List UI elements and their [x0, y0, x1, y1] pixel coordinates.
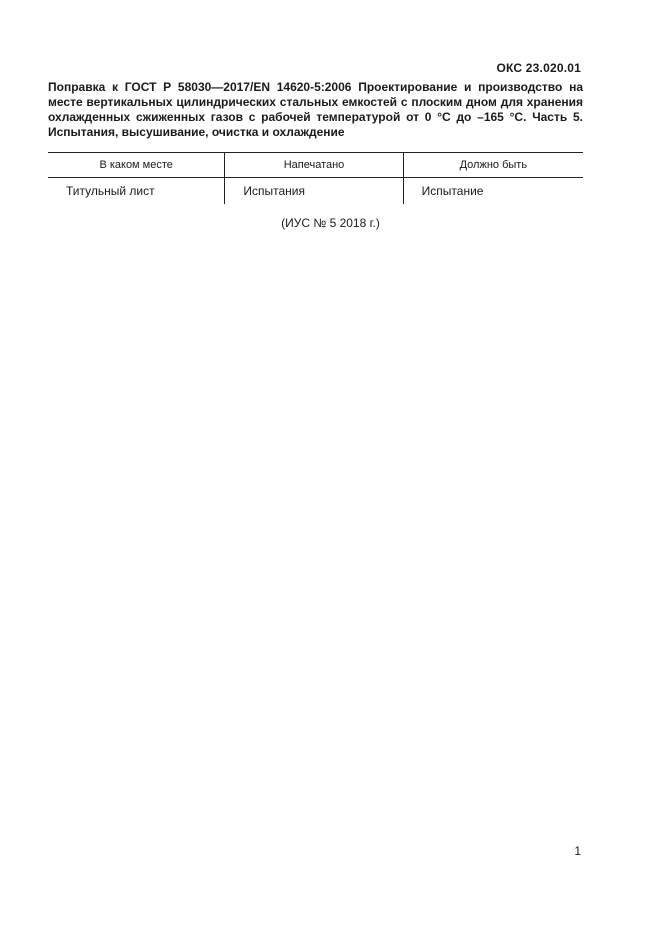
page-number: 1: [574, 844, 581, 858]
column-header-should-be: Должно быть: [403, 153, 583, 178]
column-header-location: В каком месте: [48, 153, 225, 178]
document-title: Поправка к ГОСТ Р 58030—2017/EN 14620-5:2006 Проектирование и производство на месте вертикальных цилиндрических стальных емкостей с плоским дном для хранения охлажденных сжиженных газов с рабочей температурой от 0 °С до –165 °С. Часть 5. Испытания, высушивание, очистка и охлаждение: [48, 80, 583, 139]
table-header-row: [48, 153, 583, 178]
table-row: [48, 178, 583, 205]
cell-location: Титульный лист: [66, 184, 155, 198]
classification-code: ОКС 23.020.01: [496, 61, 581, 75]
cell-should-be: Испытание: [403, 178, 583, 205]
source-note: (ИУС № 5 2018 г.): [281, 216, 380, 230]
column-header-printed: Напечатано: [225, 153, 403, 178]
cell-printed: Испытания: [225, 178, 403, 205]
corrections-table: [48, 152, 583, 204]
